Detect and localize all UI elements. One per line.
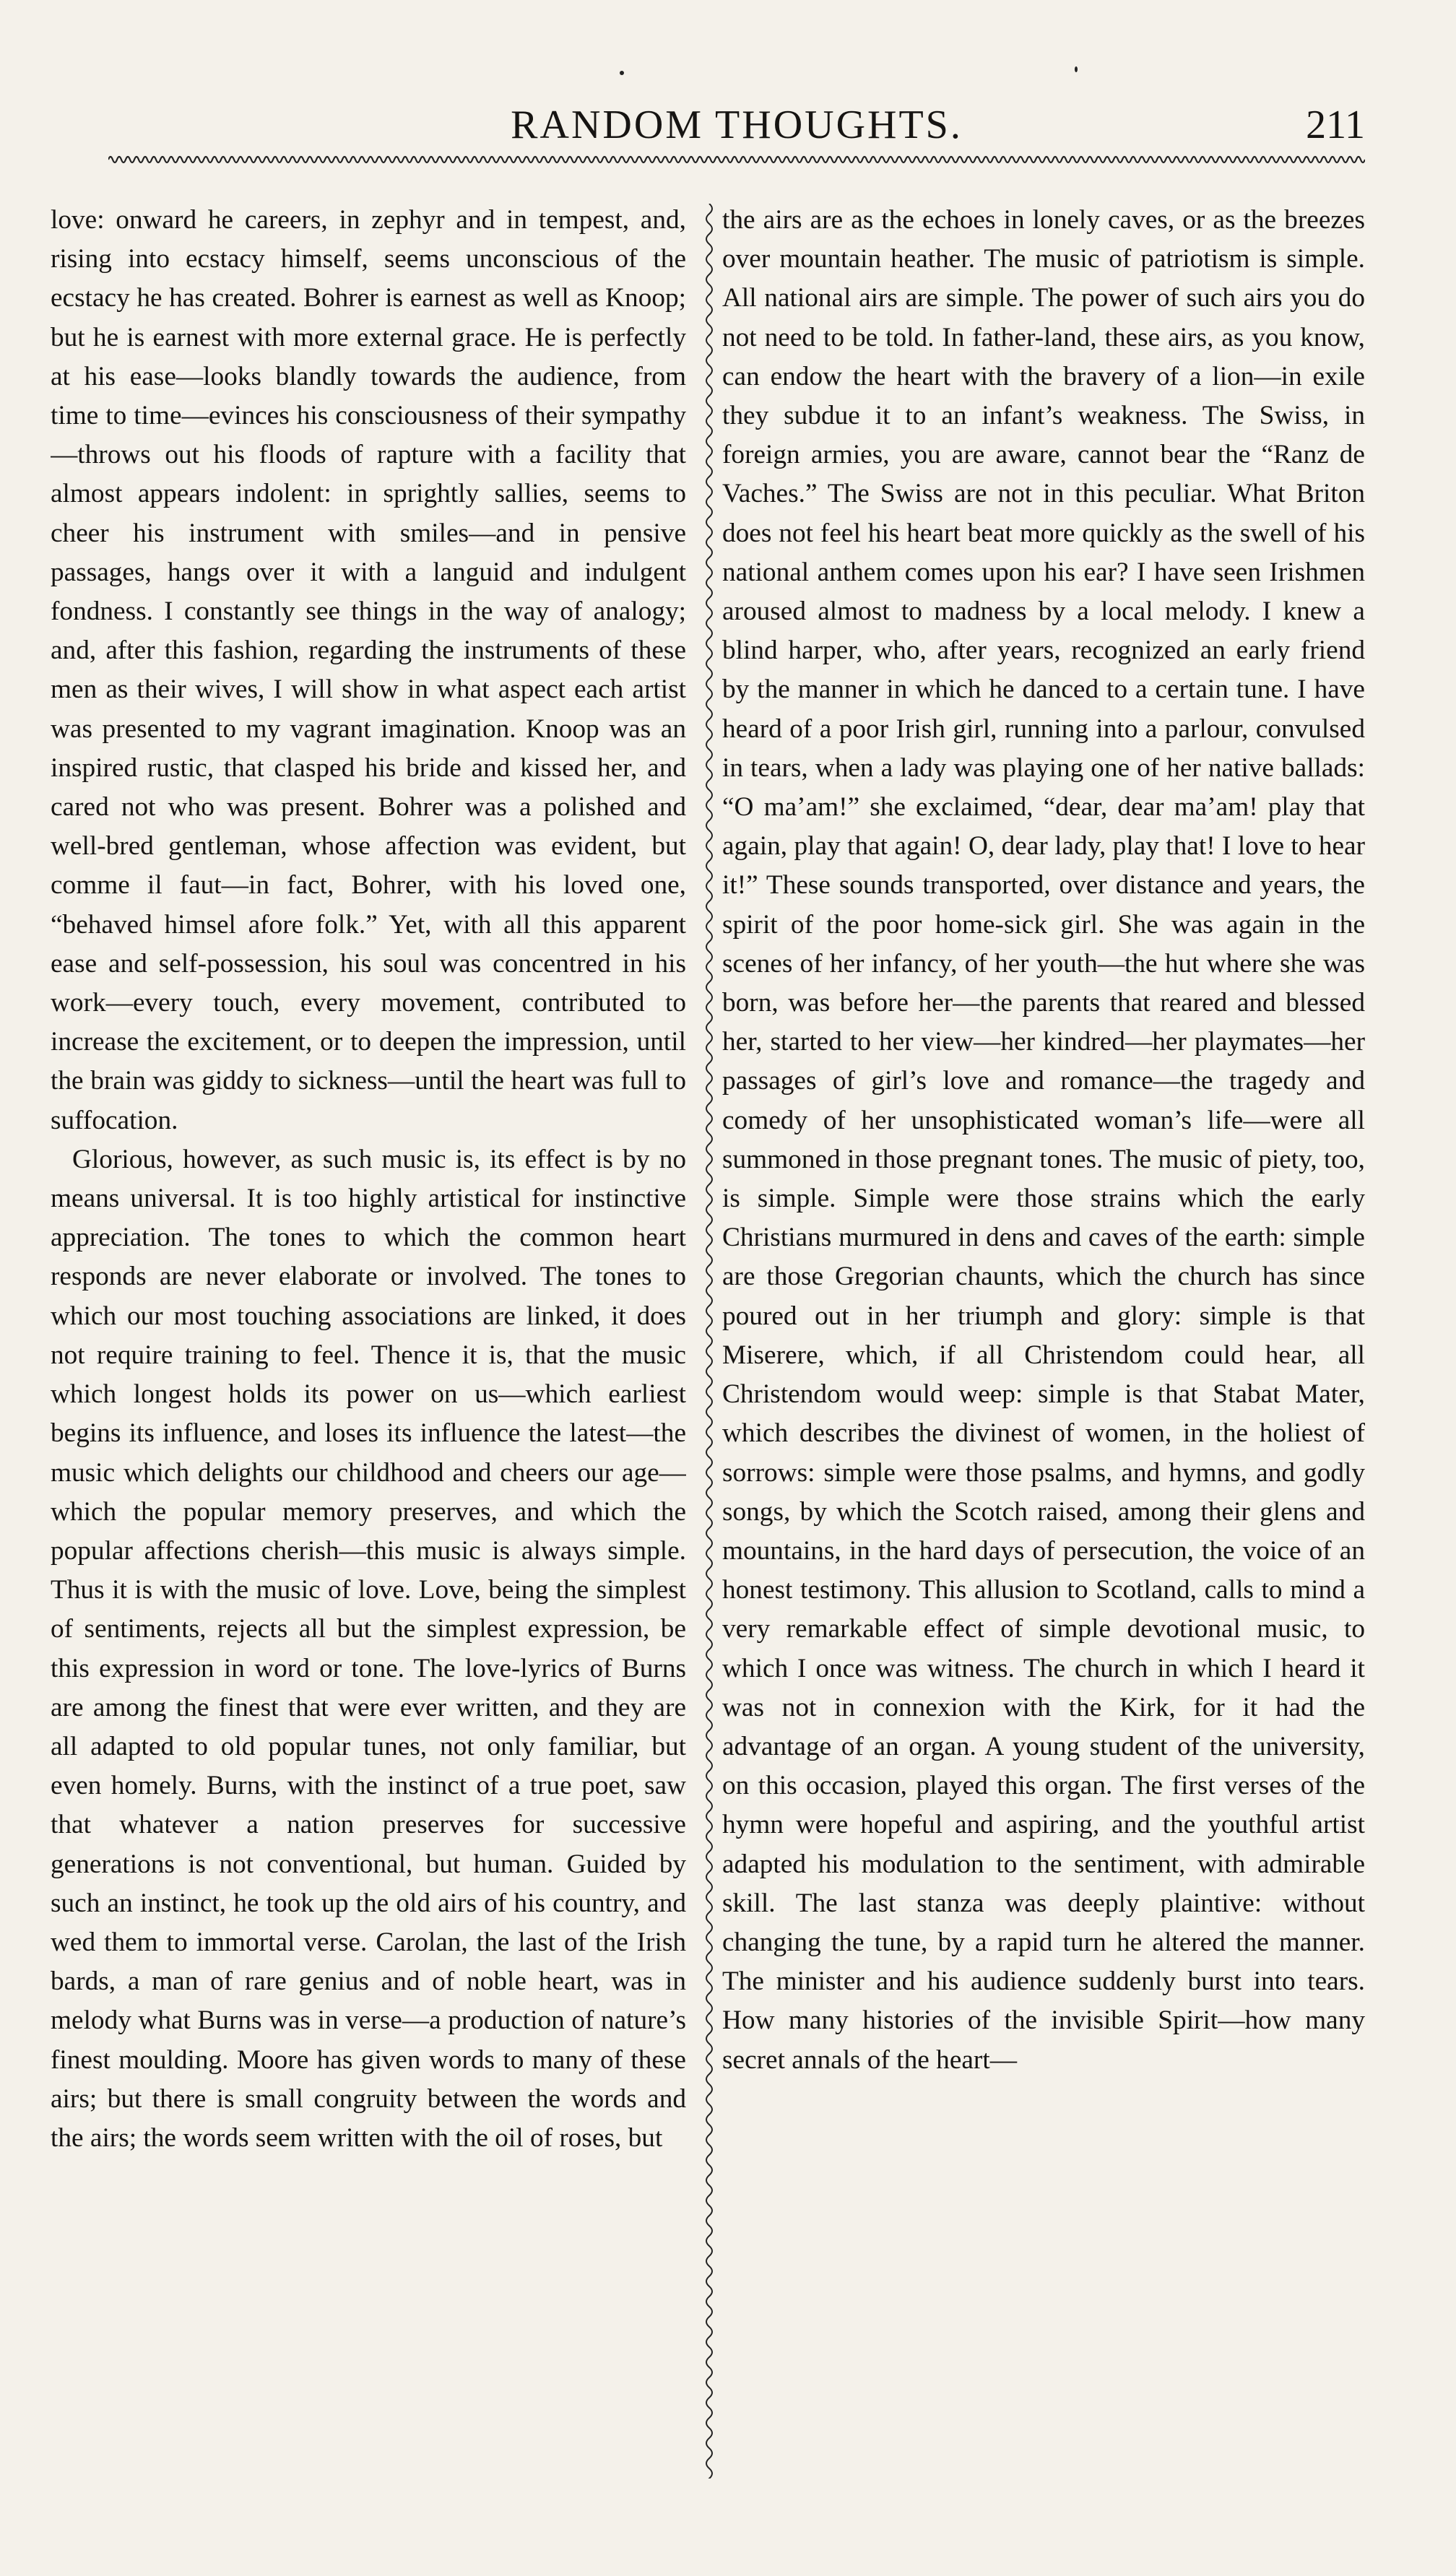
wavy-rule: [108, 150, 1365, 169]
page-number: 211: [1306, 103, 1365, 147]
left-paragraph-2: Glorious, however, as such music is, its effect is by no means universal. It is too highly artistical for instinctive appreciation. The tones to which the common heart responds are never elaborate or involved. The tones to which our most touching associations are linked, it does not require training to feel. Thence it is, that the music which longest holds its power on us—which earliest begins its influence, and loses its influence the latest—the music which delights our childhood and cheers our age—which the popular memory preserves, and which the popular affections cherish—this music is always simple. Thus it is with the music of love. Love, being the simplest of sentiments, rejects all but the simplest expression, be this expression in word or tone. The love-lyrics of Burns are among the finest that were ever written, and they are all adapted to old popular tunes, not only familiar, but even homely. Burns, with the instinct of a true poet, saw that whatever a nation preserves for successive generations is not conventional, but human. Guided by such an instinct, he took up the old airs of his country, and wed them to immortal verse. Carolan, the last of the Irish bards, a man of rare genius and of noble heart, was in melody what Burns was in verse—a production of nature’s finest moulding. Moore has given words to many of these airs; but there is small congruity between the words and the airs; the words seem written with the oil of roses, but: [51, 1144, 686, 2153]
print-speck: [1075, 66, 1078, 72]
right-paragraph-1: the airs are as the echoes in lonely caves, or as the breezes over mountain heather. The music of patriotism is simple. All national airs are simple. The power of such airs you do not need to be told. In father-land, these airs, as you know, can endow the heart with the bravery of a lion—in exile they subdue it to an infant’s weakness. The Swiss, in foreign armies, you are aware, cannot bear the “Ranz de Vaches.” The Swiss are not in this peculiar. What Briton does not feel his heart beat more quickly as the swell of his national anthem comes upon his ear? I have seen Irishmen aroused almost to madness by a local melody. I knew a blind harper, who, after years, recognized an early friend by the manner in which he danced to a certain tune. I have heard of a poor Irish girl, running into a parlour, convulsed in tears, when a lady was playing one of her native ballads: “O ma’am!” she exclaimed, “dear, dear ma’am! play that again, play that again! O, dear lady, play that! I love to hear it!” These sounds transported, over distance and years, the spirit of the poor home-sick girl. She was again in the scenes of her infancy, of her youth—the hut where she was born, was before her—the parents that reared and blessed her, started to her view—her kindred—her playmates—her passages of girl’s love and romance—the tragedy and comedy of her unsophisticated woman’s life—were all summoned in those pregnant tones. The music of piety, too, is simple. Simple were those strains which the early Christians murmured in dens and caves of the earth: simple are those Gregorian chaunts, which the church has since poured out in her triumph and glory: simple is that Miserere, which, if all Christendom could hear, all Christendom would weep: simple is that Stabat Mater, which describes the divinest of women, in the holiest of sorrows: simple were those psalms, and hymns, and godly songs, by which the Scotch raised, among their glens and mountains, in the hard days of persecution, the voice of an honest testimony. This allusion to Scotland, calls to mind a very remarkable effect of simple devotional music, to which I once was witness. The church in which I heard it was not in connexion with the Kirk, for it had the advantage of an organ. A young student of the university, on this occasion, played this organ. The first verses of the hymn were hopeful and aspiring, and the youthful artist adapted his modulation to the sentiment, with admirable skill. The last stanza was deeply plaintive: without changing the tune, by a rapid turn he altered the manner. The minister and his audience suddenly burst into tears. How many histories of the invisible Spirit—how many secret annals of the heart—: [722, 205, 1365, 2075]
left-column: [51, 201, 686, 2497]
right-column: [722, 201, 1365, 2497]
left-paragraph-1: love: onward he careers, in zephyr and in tempest, and, rising into ecstacy himself, seems unconscious of the ecstacy he has created. Bohrer is earnest as well as Knoop; but he is earnest with more external grace. He is perfectly at his ease—looks blandly towards the audience, from time to time—evinces his consciousness of their sympathy—throws out his floods of rapture with a facility that almost appears indolent: in sprightly sallies, seems to cheer his instrument with smiles—and in pensive passages, hangs over it with a languid and indulgent fondness. I constantly see things in the way of analogy; and, after this fashion, regarding the instruments of these men as their wives, I will show in what aspect each artist was presented to my vagrant imagination. Knoop was an inspired rustic, that clasped his bride and kissed her, and cared not who was present. Bohrer was a polished and well-bred gentleman, whose affection was evident, but comme il faut—in fact, Bohrer, with his loved one, “behaved himsel afore folk.” Yet, with all this apparent ease and self-possession, his soul was concentred in his work—every touch, every movement, contributed to increase the excitement, or to deepen the impression, until the brain was giddy to sickness—until the heart was full to suffocation.: [51, 205, 686, 1135]
running-title: RANDOM THOUGHTS.: [511, 103, 963, 147]
print-speck: [620, 71, 624, 75]
running-header: [108, 92, 1365, 157]
column-divider: [702, 204, 716, 2479]
